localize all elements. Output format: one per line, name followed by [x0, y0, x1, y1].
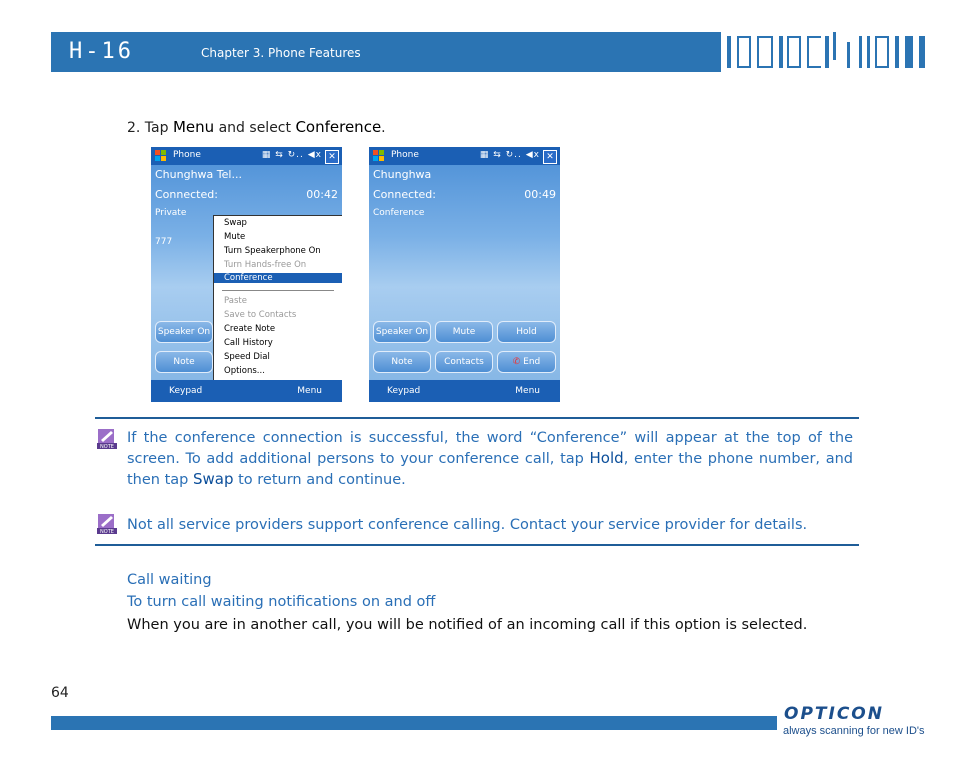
opticon-logo: OPTICON [784, 704, 884, 724]
title-bar [151, 147, 342, 165]
section-title: Call waiting [127, 572, 212, 588]
page-number: 64 [51, 685, 69, 701]
svg-text:NOTE: NOTE [100, 444, 114, 450]
context-menu [213, 215, 342, 383]
note-button[interactable]: Note [373, 351, 431, 373]
end-call-button[interactable]: ✆ End [497, 351, 556, 373]
note-icon [97, 513, 117, 535]
softkey-menu[interactable]: Menu [297, 386, 322, 396]
barcode-graphic [721, 32, 933, 72]
softkey-bar [369, 380, 560, 402]
menu-item-options[interactable]: Options... [224, 366, 265, 376]
section-body: When you are in another call, you will be notified of an incoming call if this option is selected. [127, 617, 808, 633]
menu-item-paste: Paste [224, 296, 247, 306]
menu-separator [222, 290, 334, 291]
hold-term: Hold [589, 449, 624, 467]
hold-button[interactable]: Hold [497, 321, 556, 343]
menu-item-speakerphone[interactable]: Turn Speakerphone On [224, 246, 321, 256]
menu-item-call-history[interactable]: Call History [224, 338, 273, 348]
svg-text:NOTE: NOTE [100, 529, 114, 535]
title-bar [369, 147, 560, 165]
connected-label: Connected: [155, 188, 218, 201]
call-status: Private [155, 208, 187, 218]
status-icons: ▦ ⇆ ↻.. ◀x [479, 150, 540, 160]
app-title: Phone [391, 150, 419, 160]
menu-item-conference[interactable]: Conference [214, 273, 342, 283]
menu-item-swap[interactable]: Swap [224, 218, 247, 228]
menu-item-save-contacts: Save to Contacts [224, 310, 297, 320]
contacts-button[interactable]: Contacts [435, 351, 493, 373]
speaker-on-button[interactable]: Speaker On [155, 321, 213, 343]
softkey-bar [151, 380, 342, 402]
menu-item-handsfree: Turn Hands-free On [224, 260, 307, 270]
conference-term: Conference [295, 118, 382, 136]
menu-item-create-note[interactable]: Create Note [224, 324, 276, 334]
carrier-name: Chunghwa [373, 168, 432, 181]
step-instruction: 2. Tap Menu and select Conference. [127, 118, 386, 136]
swap-term: Swap [192, 470, 234, 488]
footer-bar [51, 716, 777, 730]
close-icon[interactable]: ✕ [325, 150, 339, 164]
menu-item-speed-dial[interactable]: Speed Dial [224, 352, 270, 362]
note-rule-top [95, 417, 859, 419]
close-icon[interactable]: ✕ [543, 150, 557, 164]
windows-start-icon[interactable] [372, 149, 386, 163]
call-status: Conference [373, 208, 425, 218]
model-name: H-16 [69, 39, 134, 64]
menu-term: Menu [172, 118, 215, 136]
windows-start-icon[interactable] [154, 149, 168, 163]
carrier-name: Chunghwa Tel... [155, 168, 242, 181]
connected-label: Connected: [373, 188, 436, 201]
call-timer: 00:49 [524, 188, 556, 201]
phone-screenshot-menu [151, 147, 342, 402]
speaker-on-button[interactable]: Speaker On [373, 321, 431, 343]
chapter-title: Chapter 3. Phone Features [201, 46, 361, 60]
phone-number: 777 [155, 237, 173, 247]
mute-button[interactable]: Mute [435, 321, 493, 343]
note-icon [97, 428, 117, 450]
softkey-keypad[interactable]: Keypad [169, 386, 203, 396]
phone-handset-icon: ✆ [512, 357, 524, 367]
phone-screenshot-conference [369, 147, 560, 402]
logo-tagline: always scanning for new ID's [783, 725, 925, 737]
note-providers: Not all service providers support conference calling. Contact your service provider for details. [127, 517, 808, 533]
softkey-keypad[interactable]: Keypad [387, 386, 421, 396]
note-conference: If the conference connection is successful, the word “Conference” will appear at the top of the screen. To add additional persons to your conference call, tap Hold, enter the phone number, and then tap Swap to return and continue. [127, 430, 853, 488]
note-rule-bottom [95, 544, 859, 546]
note-button[interactable]: Note [155, 351, 213, 373]
page-header [51, 32, 933, 72]
menu-item-mute[interactable]: Mute [224, 232, 246, 242]
status-icons: ▦ ⇆ ↻.. ◀x [261, 150, 322, 160]
softkey-menu[interactable]: Menu [515, 386, 540, 396]
section-subtitle: To turn call waiting notifications on and off [127, 594, 436, 610]
app-title: Phone [173, 150, 201, 160]
call-timer: 00:42 [306, 188, 338, 201]
